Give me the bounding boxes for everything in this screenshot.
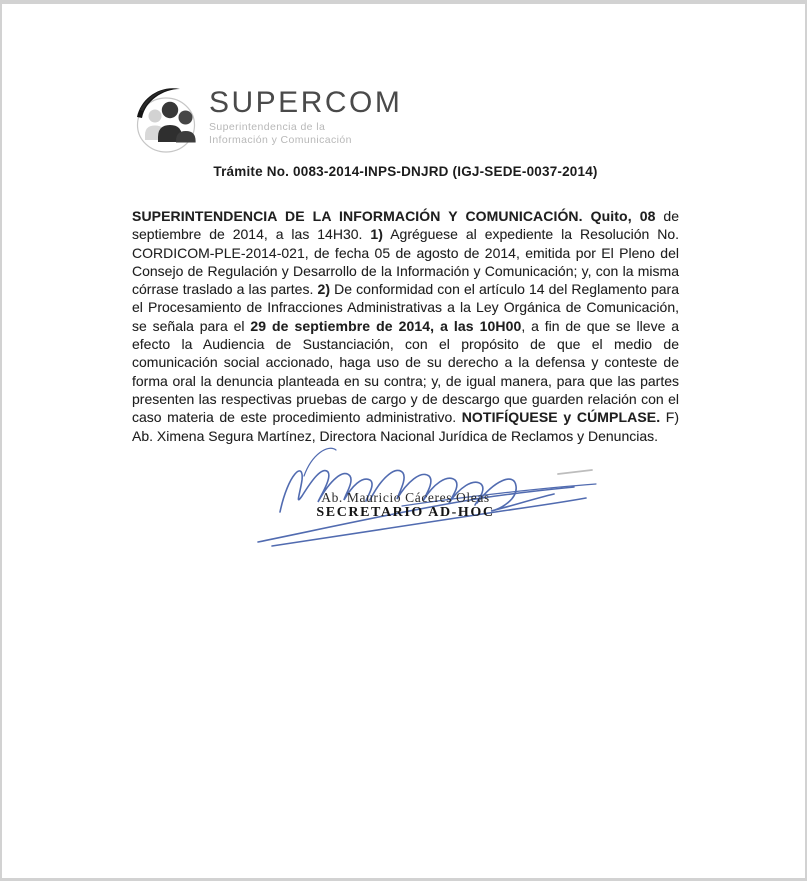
signature-block <box>132 432 679 562</box>
tramite-reference: Trámite No. 0083-2014-INPS-DNJRD (IGJ-SEDE-0037-2014) <box>213 164 598 179</box>
logo-subtitle <box>209 121 402 146</box>
document-body: SUPERINTENDENCIA DE LA INFORMACIÓN Y COMUNICACIÓN. Quito, 08 de septiembre de 2014, a las 14H30. 1) Agréguese al expediente la Resolución No. CORDICOM-PLE-2014-021, de fecha 05 de agosto de 2014, emitida por El Pleno del Consejo de Regulación y Desarrollo de la Información y Comunicación; y, con la misma córrase traslado a las partes. 2) De conformidad con el artículo 14 del Reglamento para el Procesamiento de Infracciones Administrativas a la Ley Orgánica de Comunicación, se señala para el 29 de septiembre de 2014, a las 10H00, a fin de que se lleve a efecto la Audiencia de Sustanciación, con el propósito de que el medio de comunicación social accionado, haga uso de su derecho a la defensa y conteste de forma oral la denuncia planteada en su contra; y, de igual manera, para que las partes presenten las respectivas pruebas de cargo y de descargo que guarden relación con el caso materia de este procedimiento administrativo. NOTIFÍQUESE y CÚMPLASE. F) Ab. Ximena Segura Martínez, Directora Nacional Jurídica de Reclamos y Denuncias. <box>132 208 679 444</box>
signatory-name: Ab. Mauricio Cáceres Oleas <box>321 490 490 505</box>
people-group-icon <box>132 86 202 156</box>
signatory-title: SECRETARIO AD-HOC <box>316 505 495 520</box>
logo-text <box>209 86 402 146</box>
logo-subtitle-line2: Información y Comunicación <box>209 133 352 146</box>
logo-brand: SUPERCOM <box>209 86 403 119</box>
logo-subtitle-line1: Superintendencia de la <box>209 121 326 133</box>
supercom-logo <box>132 86 402 156</box>
